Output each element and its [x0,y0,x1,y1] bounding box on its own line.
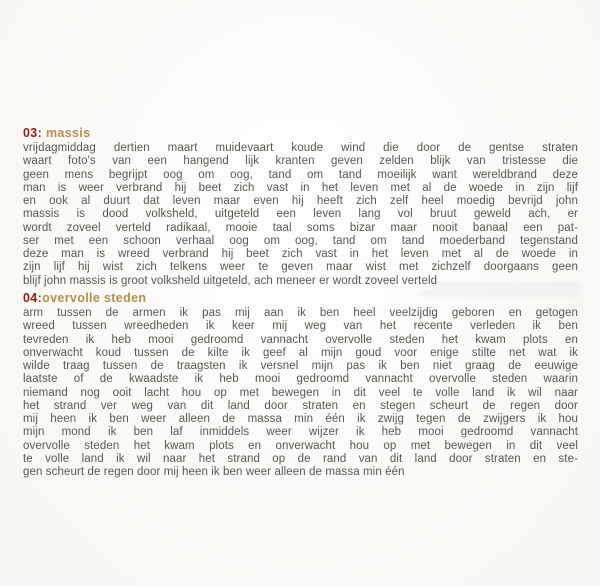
lyric-line: ser met een schoon verhaal oog om oog, tand om tand moederband tegenstand [23,234,578,247]
track-section-04 [23,291,578,479]
lyric-line: het strand ver weg van dit land door straten en stegen scheurt de regen door [23,399,578,412]
lyric-line: zijn lijf hij wist zich telkens weer te geven maar wist met zichzelf doorgaans geen [23,261,578,274]
track-separator: : [37,291,43,305]
track-number: 03 [23,126,38,140]
track-number: 04 [23,291,38,305]
track-title: overvolle steden [42,291,147,305]
lyric-line: mijn mond ik ben laf inmiddels weer wijzer ik heb mooi gedroomd vannacht [23,426,578,439]
track-section-03 [23,126,578,288]
lyric-line: onverwacht koud tussen de kilte ik geef al mijn goud voor enige stilte net wat ik [23,346,578,359]
lyric-line: man is weer verbrand hij beet zich vast in het leven met al de woede in zijn lijf [23,181,578,194]
lyric-line: niemand nog ooit lacht hou op met bewegen in dit veel te volle land ik wil naar [23,386,578,399]
lyric-line: wreed tussen wreedheden ik keer mij weg van het recente verleden ik ben [23,320,578,333]
lyric-line: mij heen ik ben weer alleen de massa min één ik zwijg tegen de zwijgers ik hou [23,413,578,425]
lyric-line: tevreden ik heb mooi gedroomd vannacht overvolle steden het kwam plots en [23,333,578,346]
lyric-line: en ook al duurt dat leven maar even hij heeft zich zelf heel moedig bevrijd john [23,195,578,207]
lyric-line: wordt zoveel verteld radikaal, mooie taal soms bizar maar nooit banaal een pat- [23,221,578,234]
track-heading [23,291,578,305]
lyric-line: vrijdagmiddag dertien maart muidevaart koude wind die door de gentse straten [23,142,578,154]
lyric-line: geen mens begrijpt oog om oog, tand om tand moeilijk want wereldbrand deze [23,168,578,181]
lyric-line: blijf john massis is groot volksheld uitgeteld, ach meneer er wordt zoveel verteld [23,274,438,287]
lyric-line: overvolle steden het kwam plots en onverwacht hou op met bewegen in dit veel [23,439,578,452]
lyric-line: te volle land ik wil naar het strand op de rand van dit land door straten en ste- [23,452,578,465]
track-heading [23,126,578,140]
lyric-line: laatste of de kwaadste ik heb mooi gedroomd vannacht overvolle steden waarin [23,373,578,386]
lyric-line: waart foto's van een hangend lijk kranten geven zelden blijk van tristesse die [23,155,578,168]
lyrics-block-04 [23,307,578,479]
lyric-line: deze man is wreed verbrand hij beet zich vast in het leven met al de woede in [23,248,578,260]
track-title: massis [45,126,91,140]
lyrics-block-03 [23,142,578,288]
lyric-line: massis is dood volksheld, uitgeteld een leven lang vol bruut geweld ach, er [23,208,578,221]
track-separator: : [37,126,46,140]
lyric-line: arm tussen de armen ik pas mij aan ik ben heel veelzijdig geboren en getogen [23,307,578,319]
lyric-line: wilde traag tussen de traagsten ik versnel mijn pas ik ben niet graag de eeuwige [23,360,578,372]
lyric-line: gen scheurt de regen door mij heen ik ben weer alleen de massa min één [23,466,405,478]
